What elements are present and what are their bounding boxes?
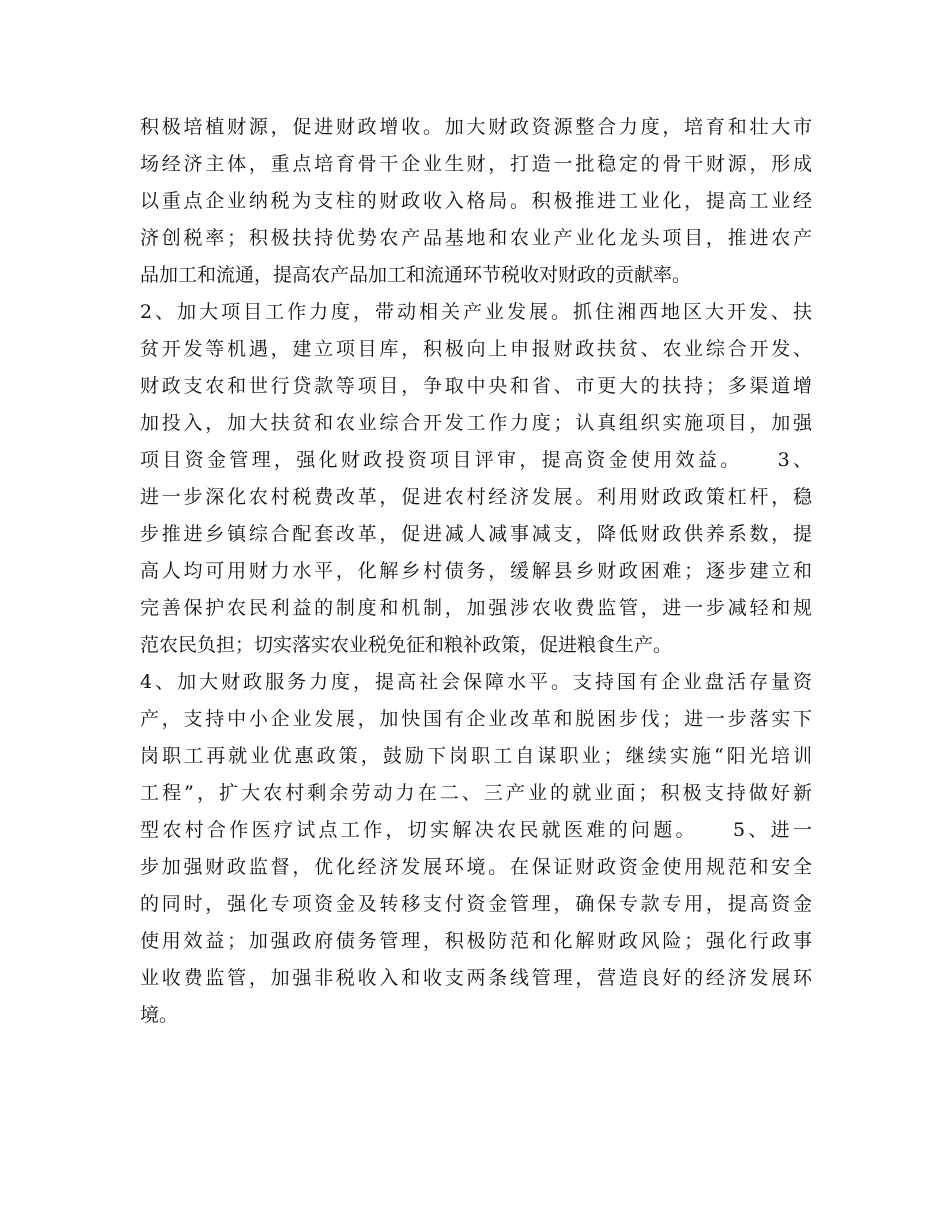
text-line: 完善保护农民利益的制度和机制，加强涉农收费监管，进一步减轻和规	[140, 597, 812, 619]
text-line: 使用效益；加强政府债务管理，积极防范和化解财政风险；强化行政事	[140, 930, 812, 952]
text-line: 品加工和流通，提高农产品加工和流通环节税收对财政的贡献率。	[140, 264, 692, 286]
text-line: 高人均可用财力水平，化解乡村债务，缓解县乡财政困难；逐步建立和	[140, 560, 812, 582]
text-line: 的同时，强化专项资金及转移支付资金管理，确保专款专用，提高资金	[140, 893, 812, 915]
text-line: 型农村合作医疗试点工作，切实解决农民就医难的问题。 5、进一	[140, 819, 812, 841]
text-line: 产，支持中小企业发展，加快国有企业改革和脱困步伐；进一步落实下	[140, 708, 812, 730]
text-line: 步推进乡镇综合配套改革，促进减人减事减支，降低财政供养系数，提	[140, 523, 812, 545]
text-line: 岗职工再就业优惠政策，鼓励下岗职工自谋职业；继续实施“阳光培训	[140, 745, 812, 767]
text-line: 进一步深化农村税费改革，促进农村经济发展。利用财政政策杠杆，稳	[140, 486, 812, 508]
text-line: 业收费监管，加强非税收入和收支两条线管理，营造良好的经济发展环	[140, 967, 812, 989]
text-line: 境。	[140, 1004, 179, 1026]
text-line: 范农民负担；切实落实农业税免征和粮补政策，促进粮食生产。	[140, 634, 673, 656]
text-line: 步加强财政监督，优化经济发展环境。在保证财政资金使用规范和安全	[140, 856, 812, 878]
text-line: 财政支农和世行贷款等项目，争取中央和省、市更大的扶持；多渠道增	[140, 375, 812, 397]
text-line: 加投入，加大扶贫和农业综合开发工作力度；认真组织实施项目，加强	[140, 412, 812, 434]
text-line: 贫开发等机遇，建立项目库，积极向上申报财政扶贫、农业综合开发、	[140, 338, 812, 360]
text-line: 积极培植财源，促进财政增收。加大财政资源整合力度，培育和壮大市	[140, 116, 812, 138]
document-body	[140, 109, 812, 1034]
text-line: 4、加大财政服务力度，提高社会保障水平。支持国有企业盘活存量资	[140, 671, 812, 693]
text-line: 工程”，扩大农村剩余劳动力在二、三产业的就业面；积极支持做好新	[140, 782, 812, 804]
text-line: 2、加大项目工作力度，带动相关产业发展。抓住湘西地区大开发、扶	[140, 301, 812, 323]
text-line: 以重点企业纳税为支柱的财政收入格局。积极推进工业化，提高工业经	[140, 190, 812, 212]
text-line: 济创税率；积极扶持优势农产品基地和农业产业化龙头项目，推进农产	[140, 227, 812, 249]
text-line: 项目资金管理，强化财政投资项目评审，提高资金使用效益。 3、	[140, 449, 812, 471]
text-line: 场经济主体，重点培育骨干企业生财，打造一批稳定的骨干财源，形成	[140, 153, 812, 175]
